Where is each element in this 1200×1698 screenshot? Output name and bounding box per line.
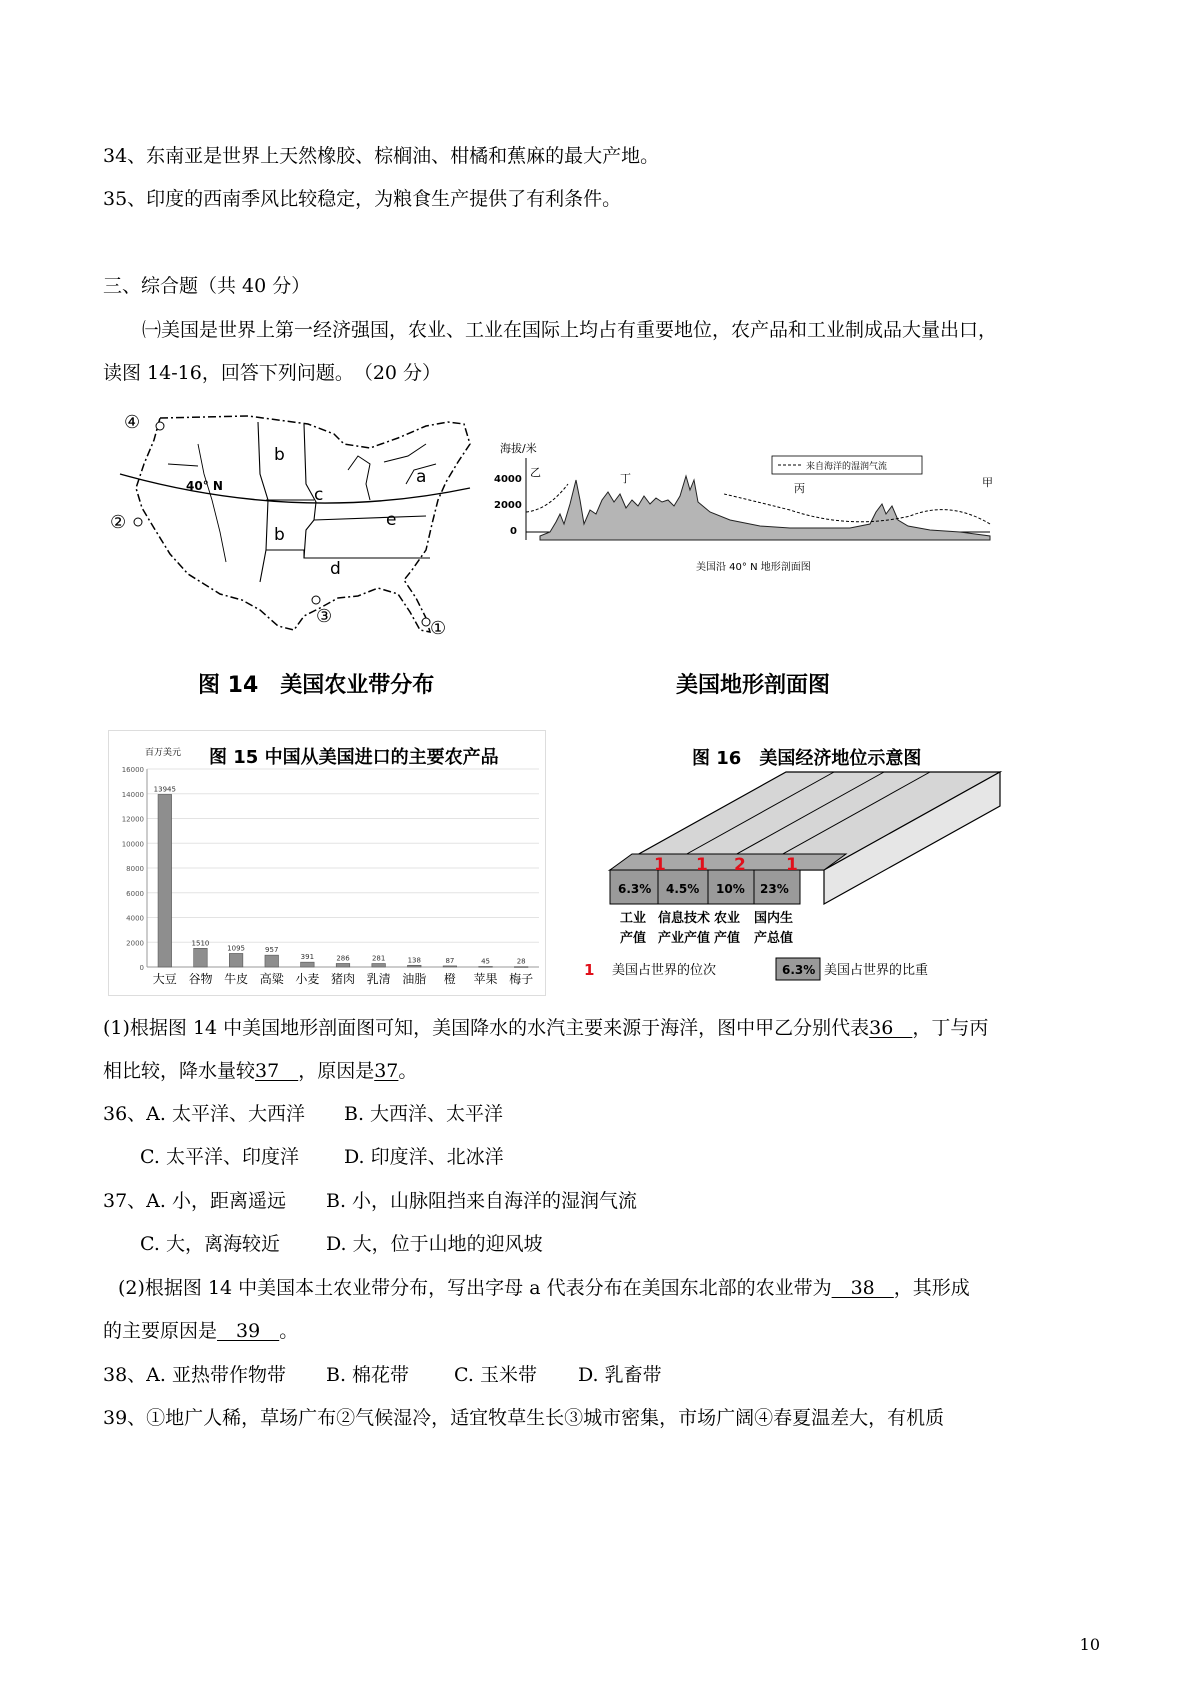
share-industry: 6.3% [618,882,652,896]
fig16-diagram [584,770,1040,990]
rank-industry: 1 [654,855,666,875]
x-tick-label: 大豆 [152,972,177,986]
cat-agri-l2: 产值 [714,931,741,946]
rank-agriculture: 2 [734,855,746,875]
zone-b-south: b [274,525,285,545]
y-tick-label: 0 [139,964,144,972]
bar-value-label: 1095 [227,944,246,953]
bar-value-label: 13945 [153,785,176,794]
x-tick-label: 猪肉 [330,972,356,986]
share-it: 4.5% [666,882,700,896]
terrain-profile [490,440,1000,580]
opt37-a: 37、A. 小，距离遥远 [103,1190,286,1212]
bar-3 [229,953,243,967]
zone-e: e [386,510,397,530]
cat-agri-l1: 农业 [714,911,741,926]
q2-text-d: 。 [279,1320,299,1342]
cat-industry-l2: 产值 [620,931,647,946]
marker-3: ③ [316,606,333,627]
bar-value-label: 87 [445,956,455,965]
zone-d: d [330,559,341,579]
opt36-c: C. 太平洋、印度洋 [140,1146,299,1168]
blank-37a: 37 [255,1060,299,1082]
statement-35: 35、印度的西南季风比较稳定，为粮食生产提供了有利条件。 [103,188,622,210]
legend-share-text: 美国占世界的比重 [824,963,929,978]
blank-37b: 37 [374,1060,399,1082]
zone-c: c [314,485,324,505]
x-tick-label: 牛皮 [224,972,249,986]
y-tick-label: 12000 [121,815,144,824]
profile-caption: 美国地形剖面图 [676,673,831,698]
x-tick-label: 油脂 [402,972,427,986]
y-tick-label: 10000 [121,840,144,849]
blank-39: 39 [217,1320,280,1342]
q1-text-e: 。 [398,1060,418,1082]
q2-line2 [103,1318,298,1344]
opt39: 39、①地广人稀，草场广布②气候湿冷，适宜牧草生长③城市密集，市场广阔④春夏温差大，有机质 [103,1407,945,1429]
section-intro-line1: ㈠美国是世界上第一经济强国，农业、工业在国际上均占有重要地位，农产品和工业制成品大量出口， [142,319,998,341]
profile-ytick-2000: 2000 [494,500,522,511]
parallel-label: 40° N [186,479,223,493]
section-intro-line2: 读图 14-16，回答下列问题。 （20 分） [103,362,442,384]
y-tick-label: 4000 [126,914,144,923]
profile-ytick-0: 0 [510,526,517,537]
q1-text-c: 相比较，降水量较 [103,1060,256,1082]
opt36-a: 36、A. 太平洋、大西洋 [103,1103,305,1125]
legend-rank-number: 1 [584,961,595,979]
y-tick-label: 2000 [126,939,144,948]
fig14-map [108,404,478,654]
opt38-d: D. 乳畜带 [578,1364,662,1386]
bar-value-label: 391 [300,953,315,962]
bar-5 [301,962,315,967]
bar-value-label: 286 [336,954,350,963]
cat-gdp-l1: 国内生 [754,911,794,926]
statement-34: 34、东南亚是世界上天然橡胶、棕榈油、柑橘和蕉麻的最大产地。 [103,145,660,167]
opt36-b: B. 大西洋、太平洋 [344,1103,504,1125]
q2-text-c: 的主要原因是 [103,1320,218,1342]
zone-a: a [416,467,427,487]
q2-text-a: (2)根据图 14 中美国本土农业带分布，写出字母 a 代表分布在美国东北部的农业带为 [118,1277,832,1299]
chart-ylabel: 百万美元 [145,748,182,758]
cat-gdp-l2: 产总值 [754,931,794,946]
bar-value-label: 957 [265,946,279,955]
opt36-d: D. 印度洋、北冰洋 [344,1146,504,1168]
profile-label-ding: 丁 [620,472,631,485]
opt37-d: D. 大，位于山地的迎风坡 [326,1233,543,1255]
chart-title: 图 15 中国从美国进口的主要农产品 [209,747,499,768]
profile-label-bing: 丙 [794,482,805,495]
bar-8 [408,965,422,967]
y-tick-label: 14000 [121,790,144,799]
x-tick-label: 橙 [443,972,456,986]
profile-ytitle: 海拔/米 [500,442,537,455]
bar-value-label: 1510 [191,939,210,948]
bar-value-label: 281 [371,954,386,963]
share-agriculture: 10% [716,882,745,896]
bar-10 [479,966,493,967]
profile-ytick-4000: 4000 [494,474,522,485]
q1-line1 [103,1015,988,1041]
opt38-a: 38、A. 亚热带作物带 [103,1364,286,1386]
zone-b-north: b [274,445,285,465]
q2-line1 [118,1275,970,1301]
x-tick-label: 苹果 [473,972,498,986]
cat-it-l1: 信息技术 [658,911,711,926]
cat-industry-l1: 工业 [620,911,647,926]
fig14-caption: 图 14 美国农业带分布 [198,673,435,698]
x-tick-label: 小麦 [295,972,320,986]
fig16-title: 图 16 美国经济地位示意图 [692,748,922,769]
bar-6 [336,963,350,967]
blank-36: 36 [869,1017,913,1039]
share-gdp: 23% [760,882,789,896]
legend-share-number: 6.3% [782,963,816,977]
y-tick-label: 16000 [121,766,144,774]
marker-1: ① [430,618,447,639]
y-tick-label: 6000 [126,889,144,898]
opt38-b: B. 棉花带 [326,1364,410,1386]
bar-value-label: 45 [481,957,491,966]
profile-label-jia: 甲 [982,476,993,489]
profile-label-yi: 乙 [530,466,541,479]
y-tick-label: 8000 [126,865,144,873]
legend-rank-text: 美国占世界的位次 [612,963,717,978]
q1-text-a: (1)根据图 14 中美国地形剖面图可知，美国降水的水汽主要来源于海洋，图中甲乙分别代表 [103,1017,870,1039]
cat-it-l2: 产业产值 [658,931,711,946]
fig15-chart-frame [108,730,546,996]
bar-7 [372,964,386,967]
opt37-b: B. 小，山脉阻挡来自海洋的湿润气流 [326,1190,638,1212]
rank-it: 1 [696,855,708,875]
rank-gdp: 1 [786,855,798,875]
profile-inner-caption: 美国沿 40° N 地形剖面图 [696,562,811,573]
x-tick-label: 谷物 [188,972,213,986]
q1-text-d: ，原因是 [298,1060,375,1082]
marker-2: ② [110,512,127,533]
bar-9 [443,966,457,967]
marker-4: ④ [124,412,141,433]
blank-38: 38 [831,1277,894,1299]
profile-legend: 来自海洋的湿润气流 [806,462,888,472]
q2-text-b: ，其形成 [893,1277,970,1299]
section-title: 三、综合题（共 40 分） [103,275,311,297]
bar-4 [265,955,279,967]
bar-value-label: 28 [516,957,526,966]
x-tick-label: 高粱 [259,972,284,986]
bar-11 [514,967,528,968]
opt38-c: C. 玉米带 [454,1364,537,1386]
q1-text-b: ，丁与丙 [912,1017,989,1039]
bar-value-label: 138 [407,956,421,965]
opt37-c: C. 大，离海较近 [140,1233,280,1255]
terrain-shape [540,476,990,540]
fig15-chart-svg [109,731,545,995]
q1-line2 [103,1058,417,1084]
bar-2 [194,948,208,967]
x-tick-label: 梅子 [509,972,534,986]
bar-1 [158,794,172,967]
x-tick-label: 乳清 [366,972,391,986]
page-number: 10 [1079,1635,1100,1654]
